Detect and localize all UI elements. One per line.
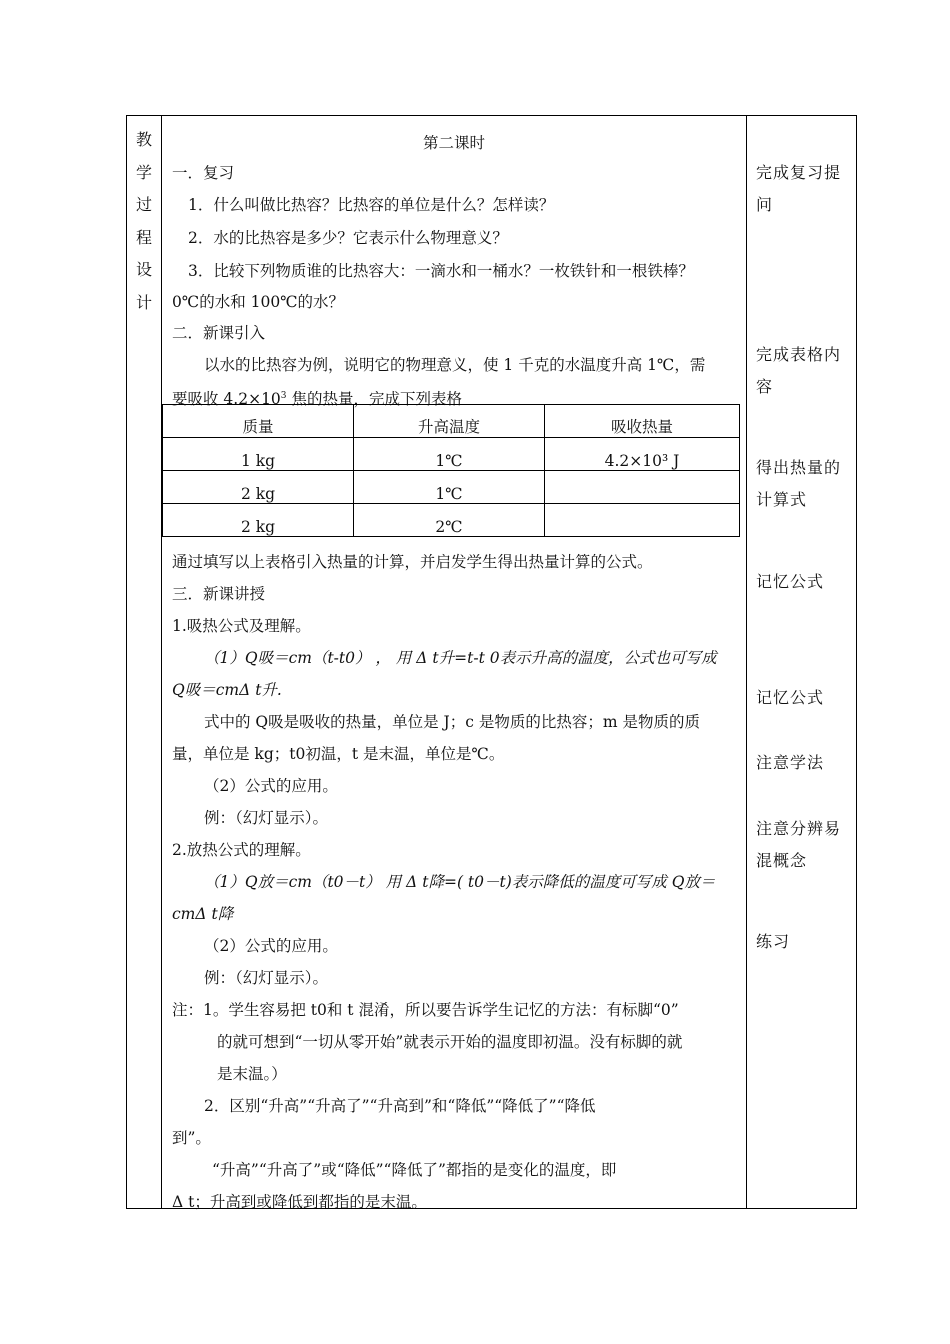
note-concepts: 注意分辨易混概念 xyxy=(756,819,842,870)
table-row xyxy=(163,504,740,537)
note-1-cont: 的就可想到“一切从零开始”就表示开始的温度即初温。没有标脚的就 xyxy=(217,1033,683,1051)
table-cell: 1 kg xyxy=(163,438,354,471)
note-1: 注：1。学生容易把 t0和 t 混淆，所以要告诉学生记忆的方法：有标脚“0” xyxy=(172,1001,679,1019)
note-method: 注意学法 xyxy=(756,753,825,772)
note-1-end: 是末温。） xyxy=(217,1065,287,1083)
header-heat: 吸收热量 xyxy=(545,405,740,438)
application-1: （2）公式的应用。 xyxy=(204,777,338,795)
section-intro: 二．新课引入 xyxy=(172,324,266,342)
note-3-cont: Δ t；升高到或降低到都指的是末温。 xyxy=(172,1193,427,1211)
intro-paragraph-cont: 要吸收 $4.2\times 10^3$ 焦的热量，完成下列表格 xyxy=(172,390,462,409)
left-label-char: 过 xyxy=(135,195,152,214)
formula-explain-cont: 量，单位是 kg；t0初温，t 是末温，单位是℃。 xyxy=(172,745,505,763)
column-divider-left xyxy=(161,115,162,1209)
table-cell: 1℃ xyxy=(354,471,545,504)
formula-absorb-alt: Q吸＝cmΔ t升. xyxy=(172,681,282,699)
note-3: “升高”“升高了”或“降低”“降低了”都指的是变化的温度，即 xyxy=(212,1161,617,1179)
heading-absorb: 1.吸热公式及理解。 xyxy=(172,617,311,635)
table-row xyxy=(163,471,740,504)
note-memorize-2: 记忆公式 xyxy=(756,688,825,707)
formula-release-cont: cmΔ t降 xyxy=(172,905,234,923)
table-cell: 1℃ xyxy=(354,438,545,471)
intro-paragraph: 以水的比热容为例，说明它的物理意义，使 1 千克的水温度升高 1℃，需 xyxy=(204,356,706,374)
table-cell: 4.2×10³ J xyxy=(545,438,740,471)
formula-release: （1）Q放＝cm（t0－t） 用 Δ t降=( t0－t)表示降低的温度可写成 Q放＝ xyxy=(204,873,716,891)
note-2: 2．区别“升高”“升高了”“升高到”和“降低”“降低了”“降低 xyxy=(204,1097,596,1115)
left-label-char: 设 xyxy=(135,260,152,279)
left-label xyxy=(134,124,154,319)
note-table: 完成表格内容 xyxy=(756,345,842,396)
application-2: （2）公式的应用。 xyxy=(204,937,338,955)
left-label-char: 计 xyxy=(135,292,152,312)
note-practice: 练习 xyxy=(756,932,791,951)
table-cell: 2 kg xyxy=(163,471,354,504)
formula-explain: 式中的 Q吸是吸收的热量，单位是 J；c 是物质的比热容；m 是物质的质 xyxy=(204,713,701,731)
heat-table xyxy=(162,404,740,537)
table-cell: 2 kg xyxy=(163,504,354,537)
question-2: 2．水的比热容是多少？它表示什么物理意义？ xyxy=(188,229,508,247)
left-label-char: 学 xyxy=(135,162,152,182)
section-new-lesson: 三．新课讲授 xyxy=(172,585,266,603)
header-temp-rise: 升高温度 xyxy=(354,405,545,438)
left-label-char: 程 xyxy=(135,227,152,247)
section-review: 一．复习 xyxy=(172,164,235,182)
table-summary: 通过填写以上表格引入热量的计算，并启发学生得出热量计算的公式。 xyxy=(172,553,653,571)
formula-absorb: （1）Q吸＝cm（t-t0） ， 用 Δ t升=t-t 0表示升高的温度，公式也可写成 xyxy=(204,649,717,667)
table-cell xyxy=(545,471,740,504)
example-1: 例：（幻灯显示）。 xyxy=(204,809,329,827)
question-3-cont: 0℃的水和 100℃的水？ xyxy=(172,293,345,311)
lesson-title: 第二课时 xyxy=(422,134,485,152)
note-formula: 得出热量的计算式 xyxy=(756,458,842,509)
question-1: 1．什么叫做比热容？比热容的单位是什么？怎样读？ xyxy=(188,196,555,214)
question-3: 3．比较下列物质谁的比热容大：一滴水和一桶水？一枚铁针和一根铁棒？ xyxy=(188,262,694,280)
note-2-cont: 到”。 xyxy=(172,1129,211,1147)
notes-column xyxy=(746,0,857,1344)
note-memorize-1: 记忆公式 xyxy=(756,572,825,591)
heading-release: 2.放热公式的理解。 xyxy=(172,841,311,859)
example-2: 例：（幻灯显示）。 xyxy=(204,969,329,987)
table-cell xyxy=(545,504,740,537)
table-header-row xyxy=(163,405,740,438)
table-cell: 2℃ xyxy=(354,504,545,537)
left-label-char: 教 xyxy=(135,130,152,149)
header-mass: 质量 xyxy=(163,405,354,438)
table-row xyxy=(163,438,740,471)
note-review: 完成复习提问 xyxy=(756,163,842,214)
